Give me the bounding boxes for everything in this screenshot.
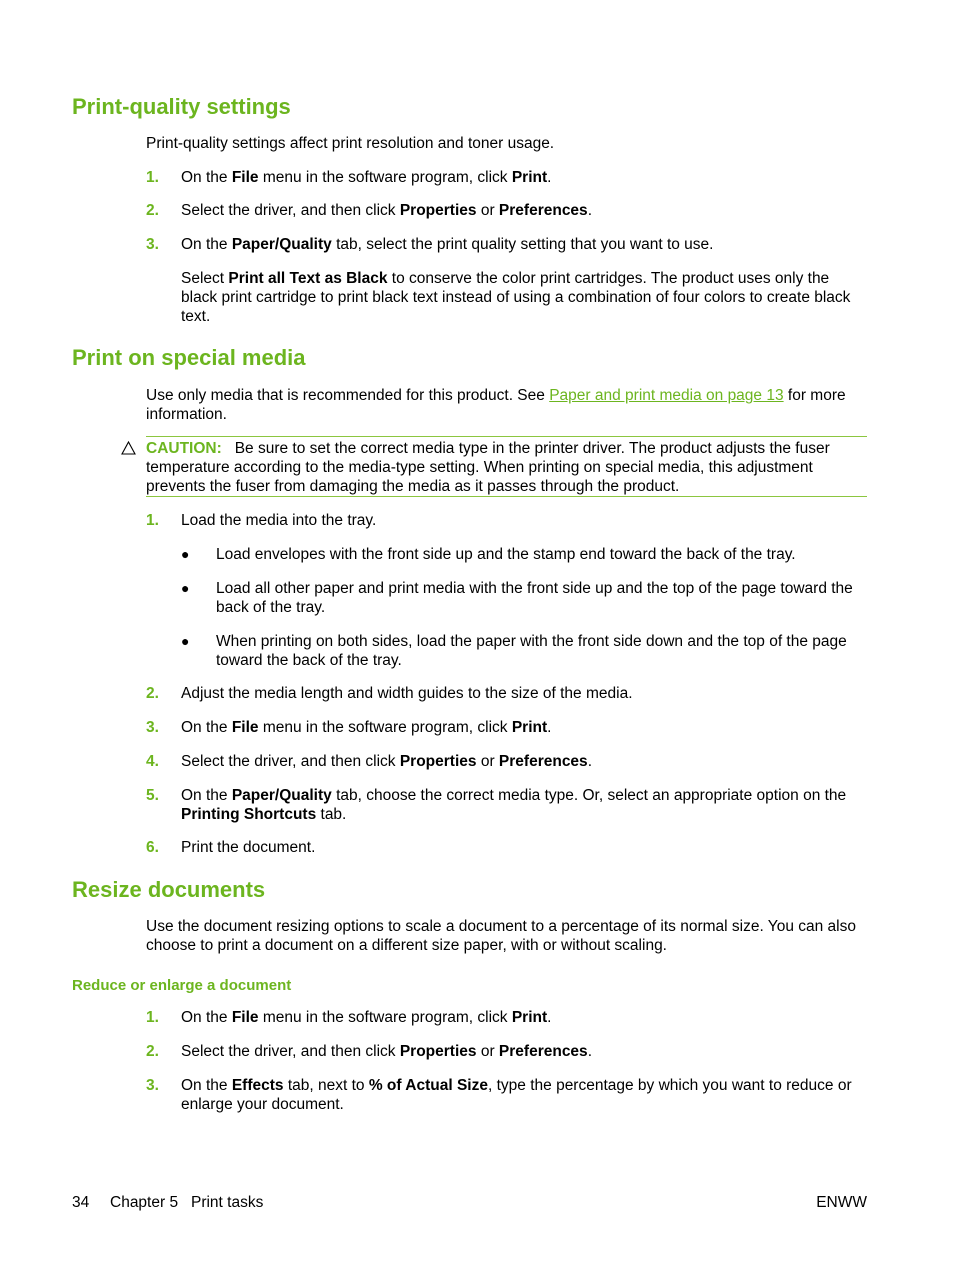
step-text: Adjust the media length and width guides to the size of the media. — [181, 685, 633, 702]
step-number: 5. — [146, 787, 159, 804]
step-text: On the Paper/Quality tab, choose the correct media type. Or, select an appropriate option on the Printing Shortcuts tab. — [181, 787, 847, 823]
step-text: On the File menu in the software program, click Print. — [181, 719, 552, 736]
bullet-glyph: ● — [181, 633, 190, 649]
caution-box — [146, 439, 868, 496]
step-number: 2. — [146, 1043, 159, 1060]
caution-top-rule — [146, 436, 867, 437]
step-number: 1. — [146, 169, 159, 186]
section-intro: Use the document resizing options to scale a document to a percentage of its normal size. You can also choose to print a document on a different size paper, with or without scaling. — [146, 918, 856, 954]
footer-right-label: ENWW — [816, 1194, 867, 1211]
caution-text: Be sure to set the correct media type in the printer driver. The product adjusts the fuser temperature according to the media-type setting. When printing on special media, this adjustment prevents the fuser from damaging the media as it passes through the product. — [146, 440, 830, 495]
step-number: 4. — [146, 753, 159, 770]
step-number: 6. — [146, 839, 159, 856]
step-text: Select the driver, and then click Properties or Preferences. — [181, 202, 592, 219]
bullet-glyph: ● — [181, 546, 190, 562]
caution-bottom-rule — [146, 496, 867, 497]
step-number: 1. — [146, 1009, 159, 1026]
step-text: On the File menu in the software program, click Print. — [181, 169, 552, 186]
step-number: 2. — [146, 685, 159, 702]
step-text: Select the driver, and then click Properties or Preferences. — [181, 1043, 592, 1060]
section-intro: Use only media that is recommended for this product. See Paper and print media on page 13 for more information. — [146, 387, 846, 423]
bullet-item: When printing on both sides, load the paper with the front side down and the top of the page toward the back of the tray. — [216, 633, 847, 669]
step-number: 3. — [146, 1077, 159, 1094]
section-title-print-quality: Print-quality settings — [72, 94, 291, 119]
section-title-special-media: Print on special media — [72, 345, 306, 370]
section-title-resize: Resize documents — [72, 877, 266, 902]
step-text: Select the driver, and then click Properties or Preferences. — [181, 753, 592, 770]
step-text: On the Effects tab, next to % of Actual Size, type the percentage by which you want to reduce or enlarge your document. — [181, 1077, 852, 1113]
step-note: Select Print all Text as Black to conserve the color print cartridges. The product uses only the black print cartridge to print black text instead of using a combination of four colors to create black text. — [181, 270, 851, 325]
step-number: 3. — [146, 719, 159, 736]
caution-label: CAUTION: — [146, 440, 222, 457]
step-number: 2. — [146, 202, 159, 219]
step-text: On the Paper/Quality tab, select the print quality setting that you want to use. — [181, 236, 714, 253]
warning-triangle-icon — [121, 441, 136, 455]
page-number: 34 — [72, 1194, 90, 1211]
subsection-title: Reduce or enlarge a document — [72, 977, 292, 994]
step-number: 1. — [146, 512, 159, 529]
chapter-label: Chapter 5 Print tasks — [110, 1194, 264, 1211]
bullet-item: Load envelopes with the front side up and the stamp end toward the back of the tray. — [216, 546, 796, 563]
step-text: On the File menu in the software program, click Print. — [181, 1009, 552, 1026]
step-number: 3. — [146, 236, 159, 253]
cross-reference-link[interactable]: Paper and print media on page 13 — [549, 387, 784, 404]
bullet-glyph: ● — [181, 580, 190, 596]
step-text: Print the document. — [181, 839, 316, 856]
bullet-item: Load all other paper and print media with the front side up and the top of the page toward the back of the tray. — [216, 580, 853, 616]
section-intro: Print-quality settings affect print resolution and toner usage. — [146, 135, 555, 152]
step-text: Load the media into the tray. — [181, 512, 377, 529]
